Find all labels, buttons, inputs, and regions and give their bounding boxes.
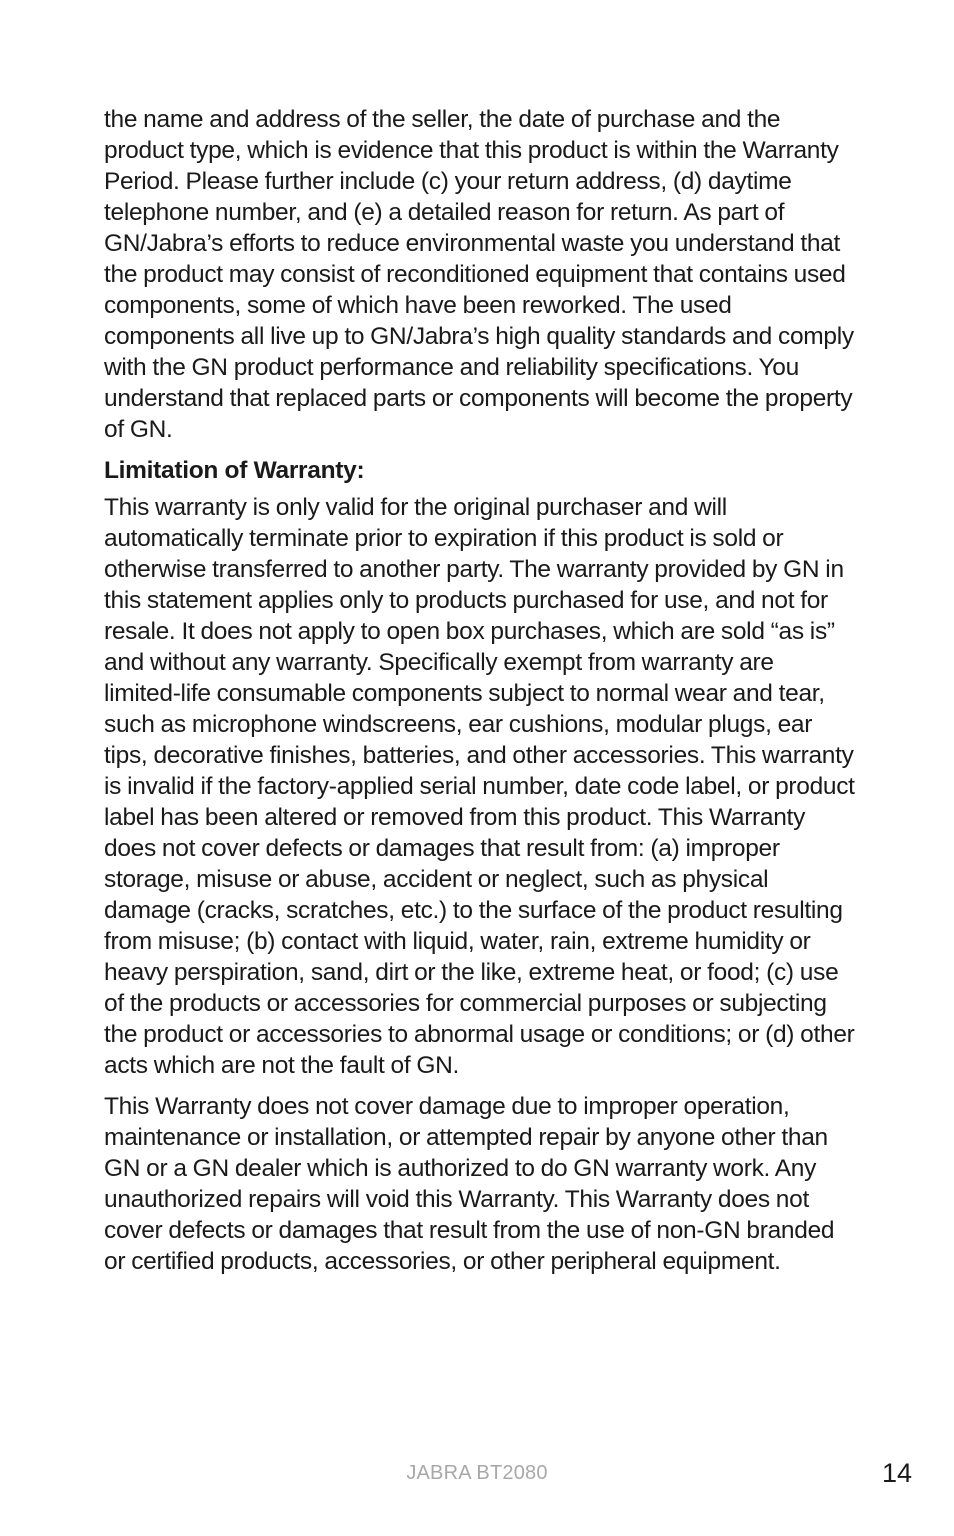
limitation-of-warranty-heading: Limitation of Warranty: xyxy=(104,457,365,484)
page-number: 14 xyxy=(881,1458,912,1488)
limitation-paragraph: This warranty is only valid for the original purchaser and will automatically terminate prior to expiration if this product is sold or otherwise transferred to another party. The warranty provided by GN in this statement applies only to products purchased for use, and not for resale. It does not apply to open box purchases, which are sold “as is” and without any warranty. Specifically exempt from warranty are limited-life consumable components subject to normal wear and tear, such as microphone windscreens, ear cushions, modular plugs, ear tips, decorative finishes, batteries, and other accessories. This warranty is invalid if the factory-applied serial number, date code label, or product label has been altered or removed from this product. This Warranty does not cover defects or damages that result from: (a) improper storage, misuse or abuse, accident or neglect, such as physical damage (cracks, scratches, etc.) to the surface of the product resulting from misuse; (b) contact with liquid, water, rain, extreme humidity or heavy perspiration, sand, dirt or the like, extreme heat, or food; (c) use of the products or accessories for commercial purposes or subjecting the product or accessories to abnormal usage or conditions; or (d) other acts which are not the fault of GN. xyxy=(104,494,855,1079)
warranty-return-paragraph: the name and address of the seller, the date of purchase and the product type, which is evidence that this product is within the Warranty Period. Please further include (c) your return address, (d) daytime telephone number, and (e) a detailed reason for return. As part of GN/Jabra’s efforts to reduce environmental waste you understand that the product may consist of reconditioned equipment that contains used components, some of which have been reworked. The used components all live up to GN/Jabra’s high quality standards and comply with the GN product performance and reliability specifications. You understand that replaced parts or components will become the property of GN. xyxy=(104,106,854,443)
exclusions-paragraph: This Warranty does not cover damage due to improper operation, maintenance or installation, or attempted repair by anyone other than GN or a GN dealer which is authorized to do GN warranty work. Any unauthorized repairs will void this Warranty. This Warranty does not cover defects or damages that result from the use of non-GN branded or certified products, accessories, or other peripheral equipment. xyxy=(104,1093,835,1275)
footer-product-name: JABRA BT2080 xyxy=(406,1462,548,1484)
page-content xyxy=(104,104,856,1287)
